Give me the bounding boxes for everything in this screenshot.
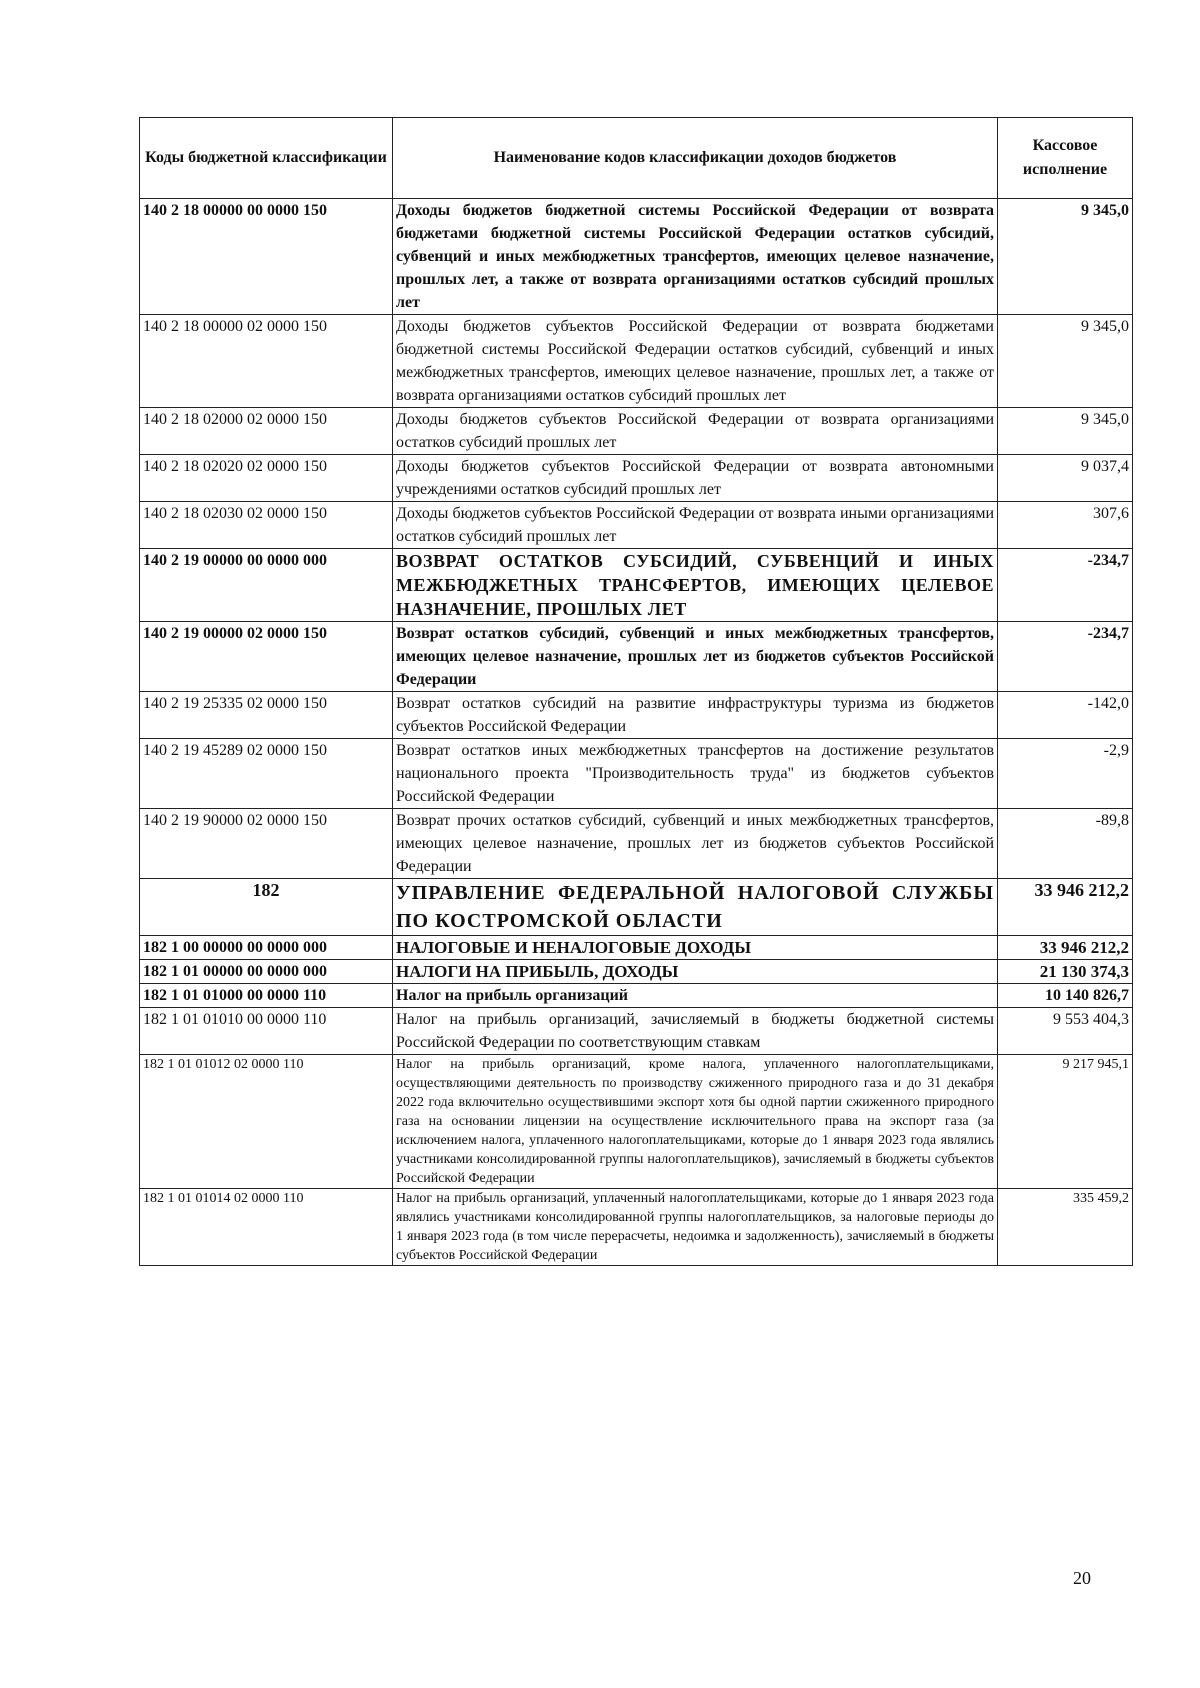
row-value: -89,8 — [998, 809, 1133, 879]
page-number: 20 — [1073, 1568, 1091, 1588]
row-code: 140 2 19 25335 02 0000 150 — [140, 692, 393, 739]
row-value: 9 345,0 — [998, 315, 1133, 408]
row-code: 182 1 00 00000 00 0000 000 — [140, 936, 393, 960]
budget-revenue-table — [139, 117, 1133, 1266]
row-name: Возврат остатков иных межбюджетных трансфертов на достижение результатов национального проекта "Производительность труда" из бюджетов субъектов Российской Федерации — [393, 739, 998, 809]
row-name: Доходы бюджетов субъектов Российской Федерации от возврата организациями остатков субсидий прошлых лет — [393, 408, 998, 455]
row-value: 335 459,2 — [998, 1189, 1133, 1266]
row-code: 140 2 18 00000 02 0000 150 — [140, 315, 393, 408]
row-value: 9 037,4 — [998, 455, 1133, 502]
table-row — [140, 622, 1133, 692]
header-execution: Кассовое исполнение — [998, 118, 1133, 199]
row-name: Возврат остатков субсидий на развитие инфраструктуры туризма из бюджетов субъектов Российской Федерации — [393, 692, 998, 739]
row-name: Налог на прибыль организаций, зачисляемый в бюджеты бюджетной системы Российской Федерации по соответствующим ставкам — [393, 1008, 998, 1055]
row-code: 182 1 01 01010 00 0000 110 — [140, 1008, 393, 1055]
row-value: 33 946 212,2 — [998, 879, 1133, 936]
table-row — [140, 879, 1133, 936]
row-code: 140 2 18 02030 02 0000 150 — [140, 502, 393, 549]
table-row — [140, 984, 1133, 1008]
row-name: ВОЗВРАТ ОСТАТКОВ СУБСИДИЙ, СУБВЕНЦИЙ И ИНЫХ МЕЖБЮДЖЕТНЫХ ТРАНСФЕРТОВ, ИМЕЮЩИХ ЦЕЛЕВОЕ НАЗНАЧЕНИЕ, ПРОШЛЫХ ЛЕТ — [393, 549, 998, 622]
row-name: Налог на прибыль организаций, кроме налога, уплаченного налогоплательщиками, осуществляющими деятельность по производству сжиженного природного газа и до 31 декабря 2022 года включительно осуществившими экспорт хотя бы одной партии сжиженного природного газа на основании лицензии на осуществление исключительного права на экспорт газа (за исключением налога, уплаченного налогоплательщиками, которые до 1 января 2023 года являлись участниками консолидированной группы налогоплательщиков), зачисляемый в бюджеты субъектов Российской Федерации — [393, 1055, 998, 1189]
row-value: -2,9 — [998, 739, 1133, 809]
row-value: -234,7 — [998, 622, 1133, 692]
row-value: -142,0 — [998, 692, 1133, 739]
row-code: 182 1 01 01000 00 0000 110 — [140, 984, 393, 1008]
row-name: Налог на прибыль организаций — [393, 984, 998, 1008]
row-code: 140 2 19 90000 02 0000 150 — [140, 809, 393, 879]
row-name: Доходы бюджетов субъектов Российской Федерации от возврата бюджетами бюджетной системы Российской Федерации остатков субсидий, субвенций и иных межбюджетных трансфертов, имеющих целевое назначение, прошлых лет, а также от возврата организациями остатков субсидий прошлых лет — [393, 315, 998, 408]
row-code: 182 1 01 00000 00 0000 000 — [140, 960, 393, 984]
row-code: 182 1 01 01012 02 0000 110 — [140, 1055, 393, 1189]
row-code: 182 1 01 01014 02 0000 110 — [140, 1189, 393, 1266]
row-name: Возврат прочих остатков субсидий, субвенций и иных межбюджетных трансфертов, имеющих целевое назначение, прошлых лет из бюджетов субъектов Российской Федерации — [393, 809, 998, 879]
table-row — [140, 936, 1133, 960]
header-name: Наименование кодов классификации доходов бюджетов — [393, 118, 998, 199]
row-name: Налог на прибыль организаций, уплаченный налогоплательщиками, которые до 1 января 2023 года являлись участниками консолидированной группы налогоплательщиков, за налоговые периоды до 1 января 2023 года (в том числе перерасчеты, недоимка и задолженность), зачисляемый в бюджеты субъектов Российской Федерации — [393, 1189, 998, 1266]
table-row — [140, 692, 1133, 739]
header-codes: Коды бюджетной классификации — [140, 118, 393, 199]
table-row — [140, 960, 1133, 984]
row-code: 182 — [140, 879, 393, 936]
row-name: Возврат остатков субсидий, субвенций и иных межбюджетных трансфертов, имеющих целевое назначение, прошлых лет из бюджетов субъектов Российской Федерации — [393, 622, 998, 692]
row-value: 9 345,0 — [998, 408, 1133, 455]
row-name: Доходы бюджетов субъектов Российской Федерации от возврата иными организациями остатков субсидий прошлых лет — [393, 502, 998, 549]
table-row — [140, 1008, 1133, 1055]
table-row — [140, 408, 1133, 455]
row-code: 140 2 19 45289 02 0000 150 — [140, 739, 393, 809]
row-code: 140 2 18 02000 02 0000 150 — [140, 408, 393, 455]
row-value: -234,7 — [998, 549, 1133, 622]
row-code: 140 2 18 00000 00 0000 150 — [140, 199, 393, 315]
row-code: 140 2 19 00000 02 0000 150 — [140, 622, 393, 692]
table-row — [140, 549, 1133, 622]
row-value: 9 553 404,3 — [998, 1008, 1133, 1055]
row-code: 140 2 18 02020 02 0000 150 — [140, 455, 393, 502]
table-row — [140, 502, 1133, 549]
table-row — [140, 315, 1133, 408]
row-name: Доходы бюджетов субъектов Российской Федерации от возврата автономными учреждениями остатков субсидий прошлых лет — [393, 455, 998, 502]
table-row — [140, 1055, 1133, 1189]
row-value: 9 345,0 — [998, 199, 1133, 315]
table-header-row — [140, 118, 1133, 199]
row-name: Доходы бюджетов бюджетной системы Российской Федерации от возврата бюджетами бюджетной системы Российской Федерации остатков субсидий, субвенций и иных межбюджетных трансфертов, имеющих целевое назначение, прошлых лет, а также от возврата организациями остатков субсидий прошлых лет — [393, 199, 998, 315]
table-row — [140, 809, 1133, 879]
row-name: НАЛОГИ НА ПРИБЫЛЬ, ДОХОДЫ — [393, 960, 998, 984]
row-value: 21 130 374,3 — [998, 960, 1133, 984]
row-value: 307,6 — [998, 502, 1133, 549]
table-row — [140, 1189, 1133, 1266]
table-row — [140, 455, 1133, 502]
row-code: 140 2 19 00000 00 0000 000 — [140, 549, 393, 622]
table-row — [140, 739, 1133, 809]
row-value: 9 217 945,1 — [998, 1055, 1133, 1189]
row-name: НАЛОГОВЫЕ И НЕНАЛОГОВЫЕ ДОХОДЫ — [393, 936, 998, 960]
table-row — [140, 199, 1133, 315]
row-name: УПРАВЛЕНИЕ ФЕДЕРАЛЬНОЙ НАЛОГОВОЙ СЛУЖБЫ ПО КОСТРОМСКОЙ ОБЛАСТИ — [393, 879, 998, 936]
row-value: 10 140 826,7 — [998, 984, 1133, 1008]
row-value: 33 946 212,2 — [998, 936, 1133, 960]
